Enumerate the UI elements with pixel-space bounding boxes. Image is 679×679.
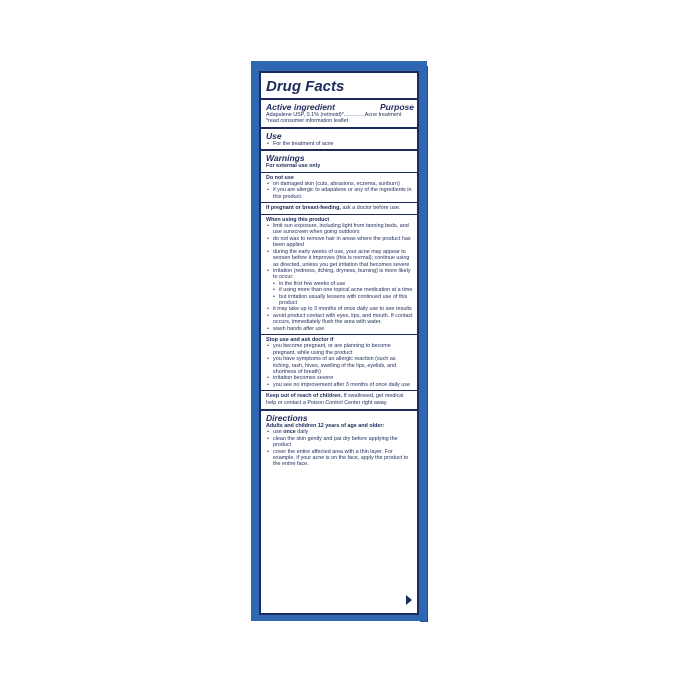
adults-heading: Adults and children 12 years of age and older:	[266, 423, 385, 430]
active-ingredient-header-row	[266, 102, 414, 112]
keep-out-text: If swallowed, get medical help or contact a Poison Control Center right away.	[266, 393, 404, 406]
do-not-use-list	[266, 181, 414, 200]
divider	[261, 98, 417, 100]
panel-title: Drug Facts	[266, 78, 345, 95]
active-ingredient-heading: Active ingredient	[266, 102, 335, 112]
use-heading: Use	[266, 130, 282, 141]
pregnancy-warning	[266, 205, 414, 211]
list-item: • do not wax to remove hair in areas where the product has been applied	[266, 236, 414, 249]
list-item: • clean the skin gently and pat dry before applying the product	[266, 436, 414, 449]
list-item: • limit sun exposure, including light from tanning beds, and use sunscreen when going outdoors	[266, 223, 414, 236]
when-using-heading: When using this product	[266, 216, 330, 223]
list-item: • cover the entire affected area with a thin layer. For example, if your acne is on the face, apply the product to the entire face.	[266, 449, 414, 468]
use-list	[266, 141, 414, 147]
list-item: • during the early weeks of use, your acne may appear to worsen before it improves (this is normal); continue using as directed, unless you get irritation that becomes severe	[266, 249, 414, 268]
sub-list-item: • in the first few weeks of use	[266, 281, 414, 287]
list-item: • on damaged skin (cuts, abrasions, eczema, sunburn)	[266, 181, 414, 187]
warnings-heading: Warnings	[266, 153, 305, 164]
directions-heading: Directions	[266, 413, 308, 424]
keep-out-of-reach	[266, 393, 414, 406]
external-use-note: For external use only	[266, 163, 321, 170]
stop-use-list	[266, 343, 414, 388]
list-item: • irritation (redness, itching, dryness, burning) is more likely to occur:	[266, 268, 414, 281]
divider	[261, 127, 417, 129]
list-item: • For the treatment of acne	[266, 141, 414, 147]
list-item: • wash hands after use	[266, 326, 414, 332]
directions-list	[266, 429, 414, 467]
divider	[261, 409, 417, 411]
purpose-heading: Purpose	[379, 102, 414, 112]
leaflet-note: *read consumer information leaflet	[266, 118, 349, 125]
list-item: • if you are allergic to adapalene or any of the ingredients in this product.	[266, 187, 414, 200]
list-item: • you become pregnant, or are planning to become pregnant, while using the product	[266, 343, 414, 356]
pregnancy-warning-bold: If pregnant or breast-feeding,	[266, 205, 341, 212]
list-item: • avoid product contact with eyes, lips, and mouth. If contact occurs, immediately flush the area with water.	[266, 313, 414, 326]
list-item: • use once daily	[266, 429, 414, 435]
keep-out-bold: Keep out of reach of children.	[266, 393, 343, 400]
sub-list-item: • but irritation usually lessens with continued use of this product	[266, 294, 414, 307]
list-item: • you have symptoms of an allergic reaction (such as itching, rash, hives, swelling of the lips, eyelids, and shortness of breath)	[266, 356, 414, 375]
active-ingredient-line: Adapalene USP, 0.1% (retinoid)*..............Acne treatment	[266, 112, 402, 118]
divider	[261, 149, 417, 151]
list-item: • you see no improvement after 3 months of once daily use	[266, 382, 414, 388]
stop-use-heading: Stop use and ask doctor if	[266, 336, 334, 343]
right-triangle-arrow-icon	[406, 595, 412, 605]
list-item: • irritation becomes severe	[266, 375, 414, 381]
when-using-list	[266, 223, 414, 332]
do-not-use-heading: Do not use	[266, 174, 294, 181]
sub-list-item: • if using more than one topical acne medication at a time	[266, 287, 414, 293]
drug-facts-panel	[259, 71, 419, 615]
list-item: • it may take up to 3 months of once daily use to see results	[266, 306, 414, 312]
pregnancy-warning-text: ask a doctor before use.	[340, 205, 401, 212]
